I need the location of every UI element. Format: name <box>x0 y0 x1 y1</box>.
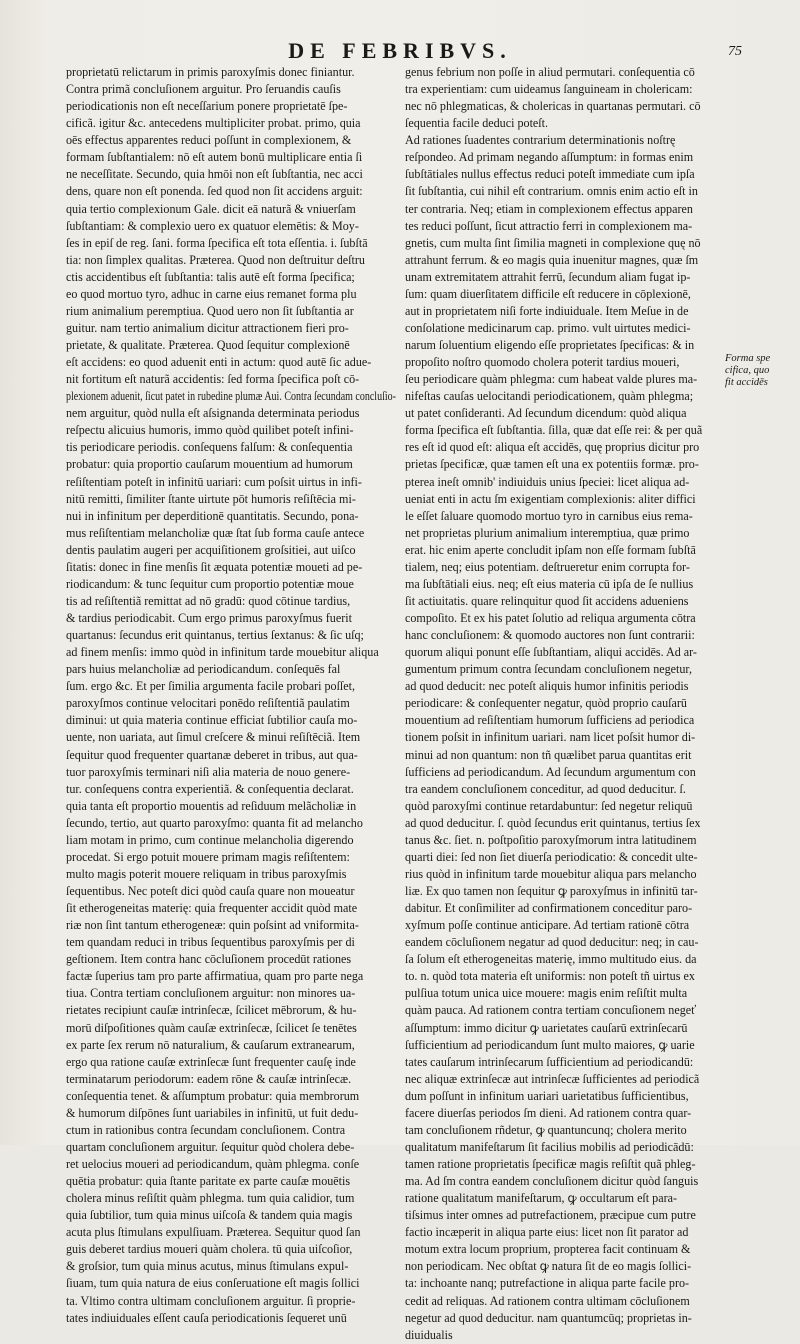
text-line: le eſſet ſaluare quomodo mortuo tyro in carnibus eius rema- <box>405 508 693 523</box>
left-text-column <box>66 64 396 1327</box>
text-line: nitū remitti, ſimiliter ſtante uirtute pōt humoris reſiſtēcia mi- <box>66 491 356 506</box>
text-line: pars huius melancholiæ ad periodicandum. conſequēs fal <box>66 662 341 677</box>
text-line: ex parte ſex rerum nō naturalium, & cauſarum extranearum, <box>66 1037 355 1052</box>
text-line: pterea ineſt omnib' indiuiduis unius ſpeciei: licet aliqua ad- <box>405 474 690 489</box>
text-line: dabitur. Et conſimiliter ad confirmationem conceditur paro- <box>405 901 693 916</box>
text-line: ſecundo, tertio, aut quarto paroxyſmo: quanta fit ad melancho <box>66 815 363 830</box>
text-line: multo magis poterit mouere reliquam in tribus paroxyſmis <box>66 866 347 881</box>
text-line: facere diuerſas periodos ſm dieni. Ad rationem contra quar- <box>405 1105 692 1120</box>
marginal-note <box>725 353 795 389</box>
text-line: non periodicam. Nec obſtat ꝙ natura ſit de eo magis ſollici- <box>405 1259 692 1274</box>
text-line: ſufficientium ad periodicandum ſunt multo maiores, ꝙ uarie <box>405 1037 695 1052</box>
text-line: reſpondeo. Ad primam negando aſſumptum: in formas enim <box>405 150 694 165</box>
text-line: conſequentia tenet. & aſſumptum probatur: quia membrorum <box>66 1088 360 1103</box>
text-line: dens, quare non eſt ponenda. ſed quod non ſit accidens arguit: <box>66 184 363 199</box>
text-line: & groſsior, tum quia minus acutus, minus ſtimulans expul- <box>66 1259 349 1274</box>
text-line: quartam concluſionem arguitur. ſequitur quòd cholera debe- <box>66 1139 355 1154</box>
text-line: liæ. Ex quo tamen non ſequitur ꝙ paroxyſmus in infinitū tar- <box>405 884 698 898</box>
text-line: tiua. Contra tertiam concluſionem arguitur: non minores ua- <box>66 986 356 1001</box>
text-line: factæ ſuperius tam pro parte affirmatiua, quam pro parte nega <box>66 969 364 984</box>
text-line: quòd paroxyſmi continue retardabuntur: ſed negetur reliquū <box>405 798 693 813</box>
text-line: formam ſubſtantialem: nō eſt autem bonū multiplicare entia ſi <box>66 150 363 165</box>
text-line: ſequentibus. Nec poteſt dici quòd cauſa quare non moueatur <box>66 884 355 898</box>
text-line: attrahunt ferrum. & eo magis quia inuenitur magnes, quæ ſm <box>405 252 699 267</box>
text-line: nec nō phlegmaticas, & cholericas in quartanas permutari. cō <box>405 99 701 114</box>
text-line: quàm pauca. Ad rationem contra tertiam concuſionem negeť <box>405 1003 697 1018</box>
text-line: compoſito. Et ex his patet ſolutio ad reliqua argumenta cōtra <box>405 611 696 625</box>
text-line: riodicandum: & tunc ſequitur cum proportio potentiæ moue <box>66 576 354 591</box>
text-line: nit fortitum eſt naturã accidentis: ſed forma ſpecifica poſt cō- <box>66 372 360 387</box>
text-line: gnetis, cum multa ſint ſimilia magneti in complexione quę nō <box>405 235 701 250</box>
text-line: mus reſiſtentiam melancholiæ quæ ſtat ſub forma cauſe antece <box>66 525 365 540</box>
text-line: Contra primã concluſionem arguitur. Pro ſeruandis cauſis <box>66 82 341 97</box>
text-line: narum ſoluentium eligendo eſſe proprietates ſpecificas: & in <box>405 338 695 352</box>
text-line: tem quandam reduci in tribus ſequentibus paroxyſmis per di <box>66 935 355 950</box>
text-line: eo quod mortuo tyro, adhuc in carne eius remanet forma plu <box>66 286 357 301</box>
text-line: morū diſpoſitiones quàm cauſæ extrinſecæ, ſcilicet ſe tenētes <box>66 1020 357 1035</box>
text-line: ſes in epiſ de reg. ſani. forma ſpecifica eſt tota eſſentia. i. ſubſtā <box>66 235 368 250</box>
text-line: qualitatum manifeſtarum ſit facilius mobilis ad periodicādū: <box>405 1139 694 1154</box>
text-line: liam motam in primo, cum continue melancholia digerendo <box>66 832 354 847</box>
text-line: reſpectu alicuius humoris, immo quòd quilibet poteſt infini- <box>66 423 354 438</box>
text-line: ta. Vltimo contra ultimam concluſionem arguitur. ſi proprie- <box>66 1293 356 1308</box>
text-line: ſit etherogeneitas materię: quia frequenter accidit quòd mate <box>66 901 358 916</box>
text-line: ad quod deducit: nec poteſt aliquis humor infinitis periodis <box>405 679 689 694</box>
text-line: net proprietas plurium animalium interemptiua, quæ primo <box>405 525 690 540</box>
text-line: tates indiuiduales eſſent cauſa periodicationis ſequeret unū <box>66 1310 347 1325</box>
marginal-note-line: cifica, quo <box>725 365 770 376</box>
text-line: tis periodicare periodis. conſequens falſum: & conſequentia <box>66 440 353 455</box>
text-line: eſt accidens: eo quod aduenit enti in actum: quod autē ſic adue- <box>66 355 372 370</box>
text-line: prietas ſpecificæ, quæ tamen eſt una ex potentiis formæ. pro- <box>405 457 699 472</box>
text-line: quia tanta eſt proportio mouentis ad reſiduum melãcholiæ in <box>66 798 357 813</box>
text-line: ſum: quam diuerſitatem difficile eſt reducere in cōplexionē, <box>405 286 691 301</box>
text-line: tionem poſsit in infinitum uariari. nam licet poſsit humor di- <box>405 730 696 745</box>
right-text-column <box>405 64 723 1344</box>
text-line: ſum. ergo &c. Et per ſimilia argumenta facile probari poſſet, <box>66 679 356 694</box>
text-line: ut patet conſideranti. Ad ſecundum dicendum: quòd aliqua <box>405 406 687 421</box>
text-line: ergo qua ratione cauſæ extrinſecæ ſunt frequenter cauſę inde <box>66 1054 356 1069</box>
text-line: cedit ad reliquas. Ad rationem contra ultimam cōcluſionem <box>405 1293 690 1308</box>
text-line: reſiſtentiam poteſt in infinitū uariari: cum poſsit uirtus in infi- <box>66 474 362 489</box>
text-line: procedat. Si ergo potuit mouere primam magis reſiſtentem: <box>66 849 350 864</box>
text-line: rium animalium peremptiua. Quod uero non ſit ſubſtantia ar <box>66 303 354 318</box>
text-line: plexionem aduenit, ſicut patet in rubedine plumæ Aui. Contra ſecundam concluſio- <box>66 389 396 404</box>
text-line: ſit actiuitatis. quare relinquitur quod ſit accidens adueniens <box>405 593 689 608</box>
text-line: motum extra locum proprium, propterea facit continuam & <box>405 1242 691 1257</box>
text-line: periodicationis non eſt neceſſarium ponere proprietatē ſpe- <box>66 99 348 114</box>
text-line: conſolatione medicinarum cap. primo. vult uirtutes medici- <box>405 320 691 335</box>
text-line: ad finem menſis: immo quòd in infinitum tarde mouebitur aliqua <box>66 645 379 660</box>
text-line: guis deberet tardius moueri quàm cholera. tū quia uiſcoſior, <box>66 1242 353 1257</box>
text-line: quartanus: ſecundus erit quintanus, tertius ſextanus: & ſic uſq; <box>66 628 364 643</box>
text-line: tuor paroxyſmis terminari niſi alia materia de nouo genere- <box>66 764 351 779</box>
text-line: Ad rationes ſuadentes contrarium determinationis noſtrę <box>405 133 676 148</box>
text-line: aſſumptum: immo dicitur ꝙ uarietates cauſarū extrinſecarū <box>405 1020 688 1035</box>
text-line: geſtionem. Item contra hanc cōcluſionem procedūt rationes <box>66 952 352 967</box>
text-line: ma. Ad ſm contra eandem concluſionem dicitur quòd ſanguis <box>405 1174 699 1189</box>
text-line: tanus &c. ſiet. n. poſtpoſitio paroxyſmorum intra latitudinem <box>405 832 697 847</box>
text-line: tates cauſarum intrinſecarum ſufficientium ad periodicandū: <box>405 1054 694 1069</box>
text-line: negetur ad quod deducitur. nam quantumcūq; proprietas in- <box>405 1310 692 1325</box>
text-line: tiſsimus inter omnes ad putrefactionem, præcipue cum putre <box>405 1208 696 1223</box>
text-line: tes reduci poſſunt, ſicut attractio ferri in complexionem ma- <box>405 218 693 233</box>
text-line: tra experientiam: cum uideamus ſanguineam in cholericam: <box>405 82 693 97</box>
text-line: aut in proprietatem niſi forte indiuiduale. Item Meſue in de <box>405 303 689 318</box>
text-line: ſiuam, tum quia natura de eius conſeruatione eſt magis ſollici <box>66 1276 360 1291</box>
text-line: xyſmum poſſe continue anticipare. Ad tertiam rationē cōtra <box>405 918 690 933</box>
text-line: ctis accidentibus eſt ſubſtantia: talis autē eſt forma ſpecifica; <box>66 269 355 284</box>
text-line: quia ſubtilior, tum quia minus uiſcoſa & tandem quia magis <box>66 1208 353 1223</box>
text-line: to. n. quòd tota materia eſt uniformis: non poteſt tñ uirtus ex <box>405 969 695 984</box>
text-line: paroxyſmos continue velocitari ponēdo reſiſtentiã paulatim <box>66 696 350 711</box>
text-line: ne neceſſitate. Secundo, quia hmōi non eſt ſubſtantia, nec acci <box>66 167 363 182</box>
text-line: nec aliquæ extrinſecæ aut intrinſecæ ſufficientes ad periodicã <box>405 1071 700 1086</box>
text-line: cholera minus reſiſtit quàm phlegma. tum quia calidior, tum <box>66 1191 355 1206</box>
text-line: ſitatis: donec in fine menſis ſit æquata potentiæ moueti ad pe- <box>66 559 363 574</box>
text-line: ctum in rationibus contra ſecundam concluſionem. Contra <box>66 1122 346 1137</box>
text-line: tam concluſionem rñdetur, ꝙ quantuncunq; cholera merito <box>405 1122 687 1137</box>
text-line: ter contraria. Neq; etiam in complexionem effectus apparen <box>405 201 693 216</box>
text-line: quētia probatur: quia ſtante paritate ex parte cauſæ mouētis <box>66 1174 351 1189</box>
running-head: DE FEBRIBVS. <box>288 38 512 63</box>
text-line: eandem cōcluſionem negatur ad quod deducitur: neq; in cau- <box>405 935 699 950</box>
text-line: ad quod deducitur. ſ. quòd ſecundus erit quintanus, tertius ſex <box>405 815 701 830</box>
text-line: probatur: quia proportio cauſarum mouentium ad humorum <box>66 457 353 472</box>
text-line: ſubſtantiam: & complexio uero ex quatuor elemētis: & Moy- <box>66 218 359 233</box>
text-line: factio incæperit in aliqua parte eius: licet non ſit parator ad <box>405 1225 689 1240</box>
text-line: genus febrium non poſſe in aliud permutari. conſequentia cō <box>405 65 695 79</box>
text-line: rietates recipiunt cauſæ intrinſecæ, ſcilicet mēbrorum, & hu- <box>66 1003 357 1018</box>
text-line: cificã. igitur &c. antecedens multipliciter probat. primo, quia <box>66 116 361 131</box>
text-line: diminui: ut quia materia continue efficiat ſubtilior cauſa mo- <box>66 713 358 728</box>
text-line: quia tertio complexionum Gale. dicit eā naturã & vniuerſam <box>66 201 356 216</box>
text-line: ret uelocius moueri ad periodicandum, quàm phlegma. conſe <box>66 1157 360 1171</box>
marginal-note-line: fit accidēs <box>725 377 768 388</box>
text-line: ſufficiens ad periodicandum. Ad ſecundum argumentum con <box>405 764 696 779</box>
text-line: forma ſpecifica eſt ſubſtantia. ſilla, quæ dat eſſe rei: & per quã <box>405 423 703 438</box>
text-line: gumentum primum contra ſecundam concluſionem negetur, <box>405 662 692 677</box>
text-line: dentis paulatim augeri per acquiſitionem groſsitiei, aut uiſco <box>66 542 356 557</box>
text-line: guitur. nam tertio animalium dicitur attractionem fieri pro- <box>66 320 349 335</box>
text-line: tur. conſequens contra experientiã. & conſequentia declarat. <box>66 781 354 796</box>
text-line: periodicare: & conſequenter negatur, quòd proprio cauſarū <box>405 696 687 711</box>
text-line: tamen ratione proprietatis ſpecificæ magis reſiſtit quã phleg- <box>405 1157 696 1171</box>
text-line: & tardius periodicabit. Cum ergo primus paroxyſmus fuerit <box>66 611 352 625</box>
text-line: ſubſtātiales nullus effectus reduci poteſt immediate cum ipſa <box>405 167 695 182</box>
text-line: tialem, neq; eius potentiam. deſtrueretur enim corrupta for- <box>405 559 690 574</box>
text-line: propoſito noſtro quomodo cholera poterit tardius moueri, <box>405 355 680 370</box>
text-line: quorum aliqui ponunt eſſe ſubſtantiam, aliqui accidēs. Ad ar- <box>405 645 697 660</box>
text-line: ueniat enti in actu ſm exigentiam complexionis: aliter diffici <box>405 491 696 506</box>
text-line: quarti diei: ſed non ſiet diuerſa periodicatio: & concedit ulte- <box>405 849 698 864</box>
text-line: erat. hic enim aperte concludit ipſam non eſſe formam ſubſtā <box>405 542 696 557</box>
text-line: diuidualis <box>405 1327 453 1342</box>
text-line: acuta plus ſtimulans expulſiuam. Præterea. Sequitur quod ſan <box>66 1225 361 1240</box>
text-line: proprietatū relictarum in primis paroxyſmis donec finiantur. <box>66 65 355 79</box>
text-line: tia: non ſimplex qualitas. Præterea. Quod non deſtruitur deſtru <box>66 252 365 267</box>
text-line: ſequentia facile deduci poteſt. <box>405 116 549 131</box>
text-line: ſa ſolum eſt etherogeneitas materię, immo multitudo eius. da <box>405 952 697 967</box>
text-line: ſit ſubſtantia, cui nihil eſt contrarium. omnis enim actio eſt in <box>405 184 698 199</box>
text-line: & humorum diſpōnes ſunt uariabiles in infinitū, ut fuit dedu- <box>66 1105 359 1120</box>
text-line: ta: inchoante nanq; putrefactione in aliqua parte facile pro- <box>405 1276 690 1291</box>
text-line: tis ad reſiſtentiã remittat ad nō gradū: quod cōtinue tardius, <box>66 593 351 608</box>
text-line: unam extremitatem attrahit ferrū, ſecundum aliam fugat ip- <box>405 269 691 284</box>
text-line: ſeu periodicare quàm phlegma: cum habeat valde plures ma- <box>405 372 698 387</box>
text-line: oēs effectus apparentes reduci poſſunt in complexionem, & <box>66 133 352 148</box>
text-line: prietate, & qualitate. Præterea. Quod ſequitur complexionē <box>66 338 350 352</box>
text-line: minui ad non quantum: non tñ quælibet parua quantitas erit <box>405 747 692 762</box>
text-line: terminatarum periodorum: eadem rōne & cauſæ intrinſecæ. <box>66 1071 352 1086</box>
text-line: uente, non uariata, aut ſimul creſcere & minui reſiſtēciã. Item <box>66 730 361 745</box>
text-line: nifeſtas cauſas uelocitandi periodicationem, quàm phlegma; <box>405 389 694 404</box>
text-line: mouentium ad reſiſtentiam humorum ſufficiens ad periodica <box>405 713 695 728</box>
text-line: nui in infinitum per deperditionē quantitatis. Secundo, pona- <box>66 508 359 523</box>
text-line: riæ non ſint tantum etherogeneæ: quin poſsint ad vniformita- <box>66 918 359 933</box>
text-line: pulſiua totum unica uice mouere: magis enim reſiſtit multa <box>405 986 688 1001</box>
marginal-note-line: Forma spe <box>725 353 771 364</box>
page-number: 75 <box>728 44 742 59</box>
text-line: ma ſubſtātiali eius. neq; eſt eius materia cū ipſa de ſe nullius <box>405 576 694 591</box>
text-line: tra eandem concluſionem conceditur, ad quod deducitur. ſ. <box>405 781 686 796</box>
text-line: ſequitur quod frequenter quartanæ deberet in tribus, aut qua- <box>66 747 358 762</box>
text-line: ratione qualitatum manifeſtarum, ꝙ occultarum eſt para- <box>405 1191 678 1206</box>
text-line: res eſt id quod eſt: aliqua eſt accidēs, quę proprius dicitur pro <box>405 440 700 455</box>
text-line: rius quòd in infinitum tarde mouebitur aliqua pars melancho <box>405 866 697 881</box>
text-line: dum poſſunt in infinitum uariari uarietatibus ſufficientibus, <box>405 1088 689 1103</box>
text-line: nem arguitur, quòd nulla eſt aſsignanda determinata periodus <box>66 406 360 421</box>
text-line: hanc concluſionem: & quomodo auctores non ſunt contrarii: <box>405 628 695 643</box>
